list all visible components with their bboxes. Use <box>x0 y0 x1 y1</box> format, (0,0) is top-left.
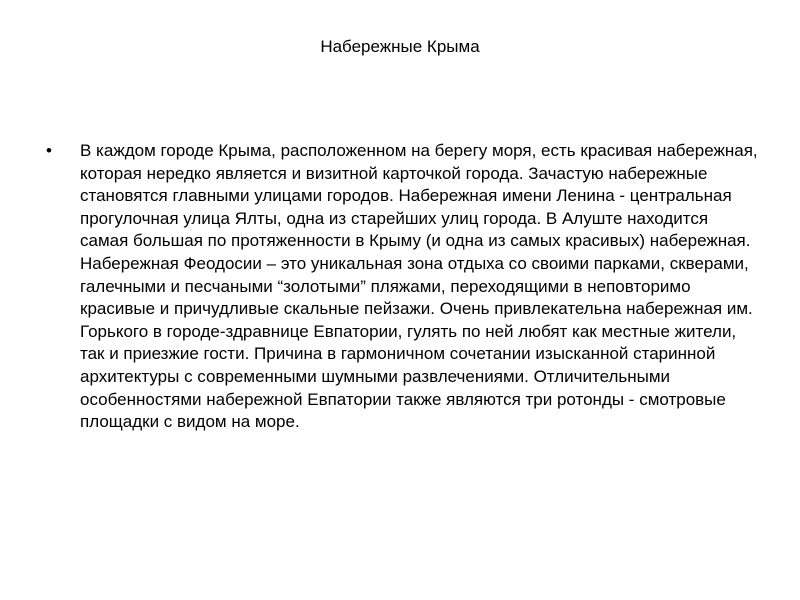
bullet-list <box>46 140 761 434</box>
slide-title: Набережные Крыма <box>320 37 480 56</box>
bullet-item <box>46 140 761 434</box>
bullet-text: В каждом городе Крыма, расположенном на берегу моря, есть красивая набережная, которая нередко является и визитной карточкой города. Зачастую набережные становятся главными улицами городов. Набережная имени Ленина - центральная прогулочная улица Ялты, одна из старейших улиц города. В Алуште находится самая большая по протяженности в Крыму (и одна из самых красивых) набережная. Набережная Феодосии – это уникальная зона отдыха со своими парками, скверами, галечными и песчаными “золотыми” пляжами, переходящими в неповторимо красивые и причудливые скальные пейзажи. Очень привлекательна набережная им. Горького в городе-здравнице Евпатории, гулять по ней любят как местные жители, так и приезжие гости. Причина в гармоничном сочетании изысканной старинной архитектуры с современными шумными развлечениями. Отличительными особенностями набережной Евпатории также являются три ротонды - смотровые площадки с видом на море. <box>80 141 758 432</box>
bullet-marker: • <box>46 141 52 160</box>
